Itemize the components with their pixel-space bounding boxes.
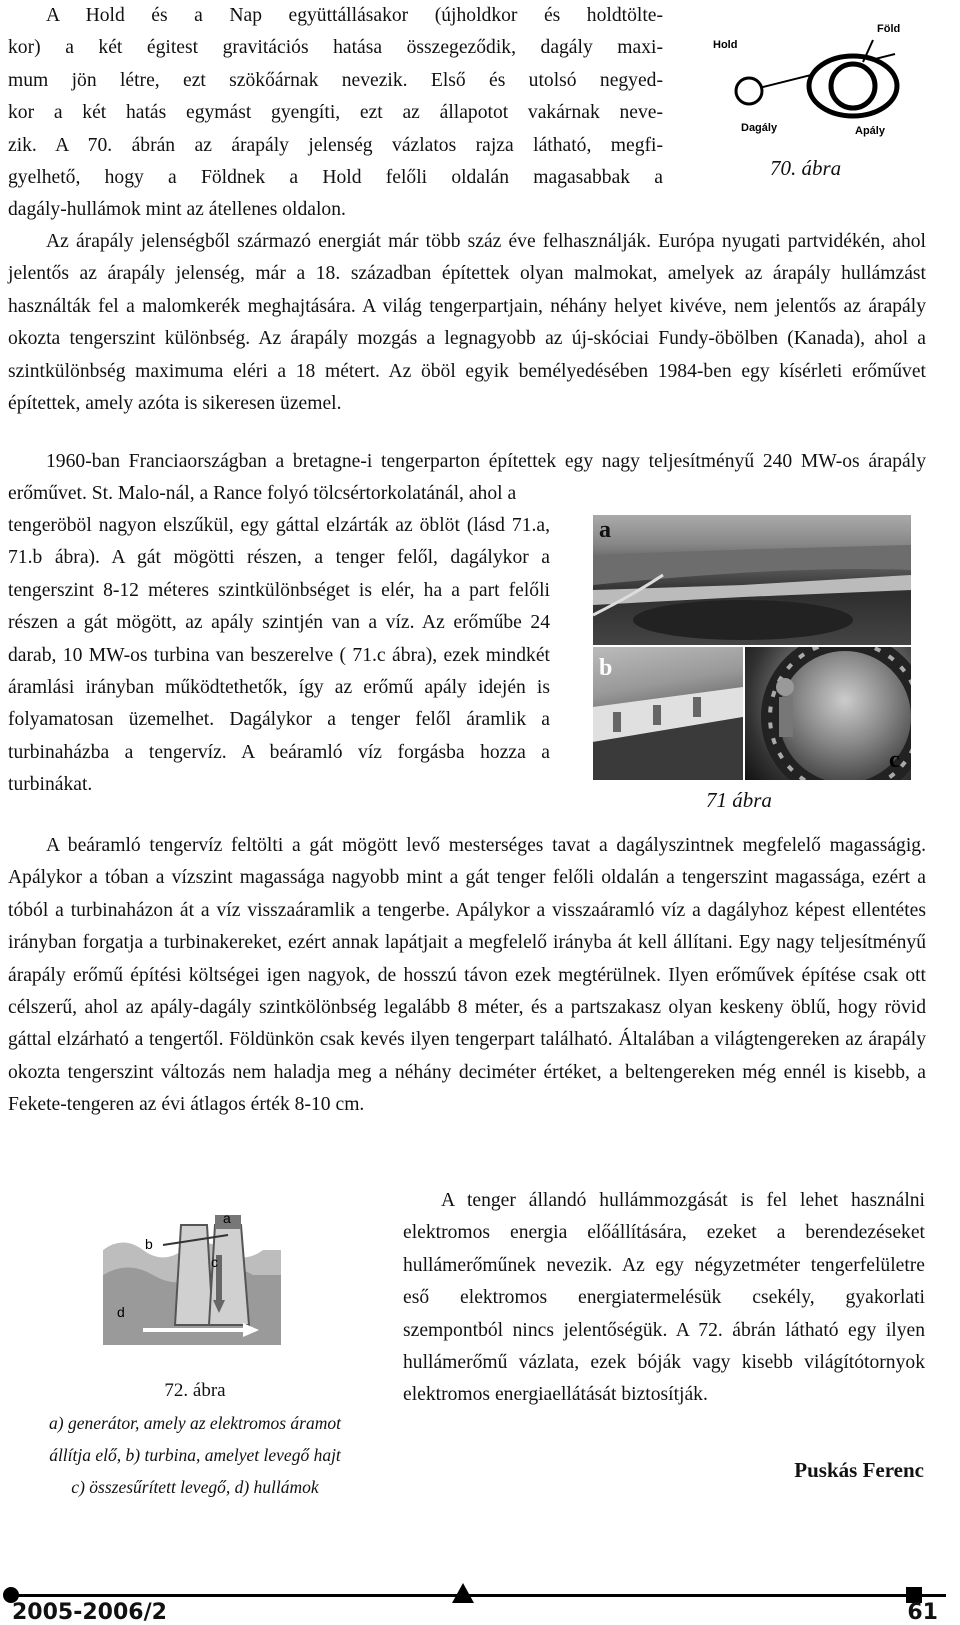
figure-70 xyxy=(705,14,905,144)
wave-power-diagram xyxy=(103,1205,281,1345)
moon-circle xyxy=(736,78,762,104)
paragraph-3-head-text: 1960-ban Franciaországban a bretagne-i tengerparton építettek egy nagy teljesítményű 240 MW-os árapály erőművet. St. Malo-nál, a Rance folyó tölcsértorkolatánál, ahol a xyxy=(8,451,926,505)
low-tide-label: Apály xyxy=(855,125,885,137)
label-72d: d xyxy=(117,1304,125,1320)
label-72c: c xyxy=(211,1254,218,1270)
footer-rule xyxy=(8,1594,946,1597)
figure-72-legend-line: a) generátor, amely az elektromos áramot xyxy=(49,1413,341,1433)
paragraph-2-text: Az árapály jelenségből származó energiát már több száz éve felhasználják. Európa nyugati partvidékén, ahol jelentős az árapály jelenség, már a 18. században építettek olyan malmokat, amelyek az árapály hullámzást használták fel a malomkerék meghajtására. A világ tengerpartjain, néhány helyet kivéve, nem jelentős az árapály okozta tengerszint különbség. Az árapály mozgás a legnagyobb az új-skóciai Fundy-öbölben (Kanada), ahol a szintkülönbség maximuma eléri a 18 métert. Az öböl egyik bemélyedésében 1984-ben egy kísérleti erőművet építettek, amely azóta is sikeresen üzemel. xyxy=(8,231,926,415)
earth-circle xyxy=(831,64,875,108)
figure-72-legend-line: c) összesűrített levegő, d) hullámok xyxy=(71,1477,319,1497)
figure-71-caption: 71 ábra xyxy=(706,788,772,812)
paragraph-4-text: A beáramló tengervíz feltölti a gát mögött levő mesterséges tavat a dagályszintnek megfelelő magasságig. Apálykor a tóban a vízszint magassága nagyobb mint a gát tenger felőli oldalán a tengerszint magassága, ezért a tóból a turbinaházon át a víz visszaáramlik a tengerbe. Apálykor a visszaáramló víz a dagályhoz képest ellentétes irányban forgatja a turbinakereket, ezért annak lapátjait a megfelelő irányba át kell állítani. Egy nagy teljesítményű árapály erőmű építési költségei igen nagyok, de hosszú távon ezek megtérülnek. Ilyen erőművek építése csak ott célszerű, ahol az apály-dagály szintkölönbség legalább 8 méter, és a partszakasz olyan keskeny öblű, hogy rövid gáttal elzárható a tengertől. Földünkön csak kevés ilyen tengerpart található. Általában a világtengereken az árapály okozta tengerszint változás nem haladja meg a néhány deciméter értéket, a beltengereken még ennél is kisebb, a Fekete-tengeren az évi átlagos érték 8-10 cm. xyxy=(8,835,926,1116)
footer-issue: 2005-2006/2 xyxy=(12,1600,167,1625)
label-71c: c xyxy=(889,747,900,773)
paragraph-2 xyxy=(8,226,926,420)
label-72a: a xyxy=(223,1210,231,1226)
intro-line: mum jön létre, ezt szökőárnak nevezik. Első és utolsó negyed- xyxy=(8,69,663,91)
label-71b: b xyxy=(599,655,613,681)
figure-72-caption xyxy=(0,1375,390,1503)
figure-72 xyxy=(103,1205,281,1345)
earth-label: Föld xyxy=(877,23,901,35)
photo-71b xyxy=(593,647,743,780)
intro-line: kor) a két égitest gravitációs hatása összegeződik, dagály maxi- xyxy=(8,37,663,59)
footer-page-number: 61 xyxy=(907,1600,938,1625)
photo-71c xyxy=(745,647,911,780)
intro-line: A Hold és a Nap együttállásakor (újholdkor és holdtölte- xyxy=(46,5,663,26)
figure-72-caption-title: 72. ábra xyxy=(164,1380,226,1401)
intro-line: gyelhető, hogy a Földnek a Hold felőli oldalán magasabbak a xyxy=(8,167,663,189)
page-footer xyxy=(0,1580,960,1625)
figure-70-caption: 70. ábra xyxy=(770,156,842,180)
intro-line: dagály-hullámok mint az átellenes oldalon. xyxy=(8,199,346,221)
label-71a: a xyxy=(599,517,611,543)
paragraph-5-text: A tenger állandó hullámmozgását is fel lehet használni elektromos energia előállítására, ezeket a berendezéseket hullámerőműnek nevezik. Az egy négyzetméter tengerfelületre eső elektromos energiatermelésük csekély, gyakorlati szempontból nincs jelentőségük. A 72. ábrán látható egy ilyen hullámerőmű vázlata, ezek bóják vagy kisebb világítótornyok elektromos energiaellátását biztosítják. xyxy=(403,1190,925,1406)
figure-72-legend-line: állítja elő, b) turbina, amelyet levegő hajt xyxy=(49,1445,341,1465)
dam-image xyxy=(593,515,911,645)
intro-paragraph xyxy=(8,0,663,227)
paragraph-3-head xyxy=(8,446,926,511)
paragraph-4 xyxy=(8,830,926,1122)
tide-diagram xyxy=(705,14,905,144)
intro-line: kor a két hatás egymást gyengíti, ezt az állapotot vakárnak neve- xyxy=(8,102,663,124)
moon-label: Hold xyxy=(713,39,738,51)
high-tide-label: Dagály xyxy=(741,122,778,134)
photo-71a xyxy=(593,515,911,645)
turbine-wheel-image xyxy=(745,647,911,780)
paragraph-3-side xyxy=(8,510,550,802)
paragraph-3-side-text: tengeröböl nagyon elszűkül, egy gáttal elzárták az öblöt (lásd 71.a, 71.b ábra). A gát mögötti részen, a tenger felől, dagálykor a tengerszint 8-12 méteres szintkülönbséget is elér, ha a part felőli részen a gát mögött, az apály szintjén van a víz. Az erőműbe 24 darab, 10 MW-os turbina van beszerelve ( 71.c ábra), ezek mindkét áramlási irányban működtethetők, így az erőmű apály idején is folyamatosan üzemelhet. Dagálykor a tenger felől áramlik a turbinaházba a tengervíz. A beáramló víz forgásba hozza a turbinákat. xyxy=(8,515,550,796)
turbine-hall-image xyxy=(593,647,743,780)
author-name: Puskás Ferenc xyxy=(794,1458,924,1482)
footer-triangle-icon xyxy=(451,1582,475,1604)
intro-line: zik. A 70. ábrán az árapály jelenség vázlatos rajza látható, megfi- xyxy=(8,134,663,156)
label-72b: b xyxy=(145,1236,153,1252)
figure-71 xyxy=(593,515,911,780)
paragraph-5 xyxy=(403,1185,925,1412)
